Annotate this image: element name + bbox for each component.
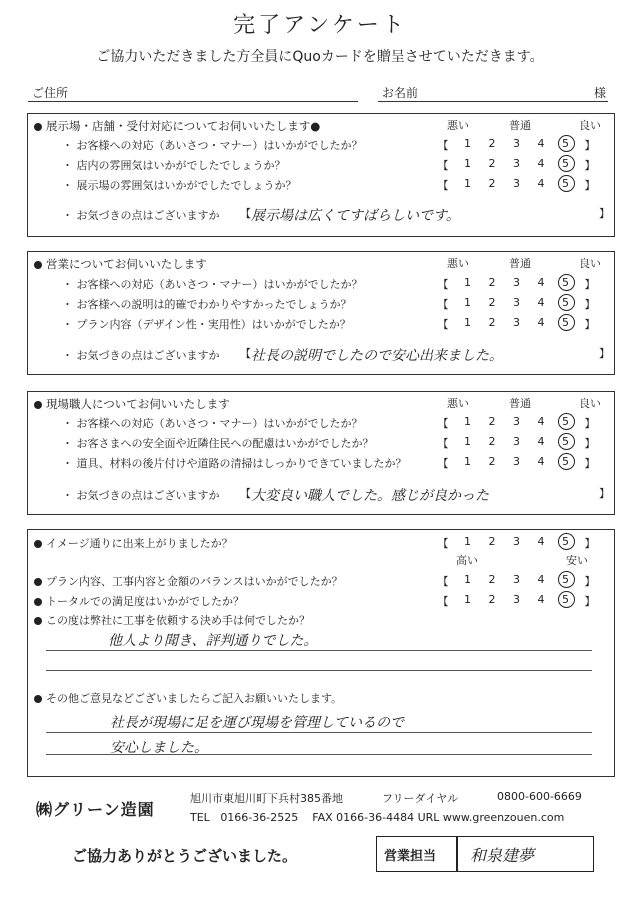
bullet-icon — [34, 598, 42, 606]
answer-deciding-factor: 他人より聞き、評判通りでした。 — [108, 633, 318, 649]
question-store-3: ・ 展示場の雰囲気はいかがでしたでしょうか？ — [62, 179, 297, 192]
bullet-icon — [34, 578, 42, 586]
rating-sales-3[interactable]: 【 1 2 3 4 5 】 — [437, 316, 596, 331]
rating-store-2[interactable]: 【 1 2 3 4 5 】 — [437, 157, 596, 172]
scale-low-label: 悪い — [447, 397, 469, 410]
question-satisfaction: トータルでの満足度はいかがでしたか？ — [34, 593, 244, 609]
scale-high-label: 良い — [579, 397, 601, 410]
bullet-icon — [34, 617, 42, 625]
staff-label: 営業担当 — [384, 849, 437, 864]
answer-line[interactable] — [46, 732, 592, 733]
scale-high-label: 良い — [579, 119, 601, 132]
rating-satisfaction[interactable]: 【 1 2 3 4 5 】 — [437, 593, 596, 608]
scale-cheap-label: 安い — [566, 554, 588, 567]
question-store-2: ・ 店内の雰囲気はいかがでしたでしょうか？ — [62, 159, 286, 172]
question-crafts-3: ・ 道具、材料の後片付けや道路の清掃はしっかりできていましたか？ — [62, 457, 407, 470]
name-line[interactable] — [378, 101, 608, 102]
answer-line[interactable] — [46, 754, 592, 755]
question-sales-2: ・ お客様への説明は的確でわかりやすかったでしょうか？ — [62, 298, 352, 311]
answer-line[interactable] — [46, 670, 592, 671]
scale-expensive-label: 高い — [456, 554, 478, 567]
scale-high-label: 良い — [579, 257, 601, 270]
comment-label-store: ・ お気づきの点はございますか — [62, 209, 220, 222]
comment-sales: 社長の説明でしたので安心出来ました。 — [251, 348, 503, 364]
bullet-icon — [34, 123, 42, 131]
rating-store-3[interactable]: 【 1 2 3 4 5 】 — [437, 177, 596, 192]
page-title: 完了アンケート — [233, 13, 407, 38]
rating-crafts-3[interactable]: 【 1 2 3 4 5 】 — [437, 455, 596, 470]
address-line[interactable] — [28, 101, 358, 102]
comment-box-store[interactable]: 【 展示場は広くてすばらしいです。 】 — [240, 207, 610, 224]
staff-name: 和泉建夢 — [470, 846, 535, 865]
scale-low-label: 悪い — [447, 257, 469, 270]
address-label: ご住所 — [32, 86, 69, 100]
answer-other-line1: 社長が現場に足を運び現場を管理しているので — [110, 715, 404, 731]
scale-mid-label: 普通 — [509, 119, 531, 132]
question-sales-1: ・ お客様への対応（あいさつ・マナー）はいかがでしたか？ — [62, 278, 363, 291]
thanks-message: ご協力ありがとうございました。 — [72, 847, 298, 865]
rating-crafts-1[interactable]: 【 1 2 3 4 5 】 — [437, 415, 596, 430]
question-image-match: イメージ通りに出来上がりましたか？ — [34, 535, 233, 551]
question-crafts-2: ・ お客さまへの安全面や近隣住民への配慮はいかがでしたか？ — [62, 437, 374, 450]
bullet-icon — [34, 540, 42, 548]
bullet-icon — [34, 261, 42, 269]
comment-box-sales[interactable]: 【 社長の説明でしたので安心出来ました。 】 — [240, 347, 610, 364]
rating-crafts-2[interactable]: 【 1 2 3 4 5 】 — [437, 435, 596, 450]
freedial-label: フリーダイヤル — [382, 792, 459, 805]
answer-line[interactable] — [46, 650, 592, 651]
comment-box-crafts[interactable]: 【 大変良い職人でした。感じが良かった 】 — [240, 487, 610, 504]
company-contact-line: TEL 0166-36-2525 FAX 0166-36-4484 URL www.greenzouen.com — [190, 811, 565, 824]
comment-label-sales: ・ お気づきの点はございますか — [62, 349, 220, 362]
company-logo: ㈱グリーン造園 — [36, 800, 155, 819]
company-address: 旭川市東旭川町下兵村385番地 — [190, 792, 343, 805]
name-suffix: 様 — [594, 86, 607, 100]
rating-balance[interactable]: 【 1 2 3 4 5 】 — [437, 573, 596, 588]
rating-sales-2[interactable]: 【 1 2 3 4 5 】 — [437, 296, 596, 311]
comment-store: 展示場は広くてすばらしいです。 — [251, 208, 460, 224]
question-store-1: ・ お客様への対応（あいさつ・マナー）はいかがでしたか？ — [62, 139, 363, 152]
rating-image-match[interactable]: 【 1 2 3 4 5 】 — [437, 535, 596, 550]
rating-sales-1[interactable]: 【 1 2 3 4 5 】 — [437, 276, 596, 291]
question-balance: プラン内容、工事内容と金額のバランスはいかがでしたか？ — [34, 573, 343, 589]
freedial-number: 0800-600-6669 — [497, 790, 582, 803]
question-sales-3: ・ プラン内容（デザイン性・実用性）はいかがでしたか？ — [62, 318, 351, 331]
section-title-crafts: 現場職人についてお伺いいたします — [34, 396, 230, 412]
name-label: お名前 — [382, 86, 419, 100]
bullet-icon — [34, 695, 42, 703]
question-crafts-1: ・ お客様への対応（あいさつ・マナー）はいかがでしたか？ — [62, 417, 363, 430]
comment-crafts: 大変良い職人でした。感じが良かった — [251, 488, 489, 504]
comment-label-crafts: ・ お気づきの点はございますか — [62, 489, 220, 502]
scale-low-label: 悪い — [447, 119, 469, 132]
question-deciding-factor: この度は弊社に工事を依頼する決め手は何でしたか？ — [34, 612, 310, 628]
section-title-store: 展示場・店舗・受付対応についてお伺いいたします● — [34, 118, 320, 134]
rating-store-1[interactable]: 【 1 2 3 4 5 】 — [437, 137, 596, 152]
section-title-sales: 営業についてお伺いいたします — [34, 256, 207, 272]
bullet-icon — [34, 401, 42, 409]
answer-other-line2: 安心しました。 — [110, 740, 208, 756]
page-subtitle: ご協力いただきました方全員にQuoカードを贈呈させていただきます。 — [96, 49, 544, 65]
scale-mid-label: 普通 — [509, 257, 531, 270]
scale-mid-label: 普通 — [509, 397, 531, 410]
question-other-comments: その他ご意見などございましたらご記入お願いいたします。 — [34, 690, 342, 706]
